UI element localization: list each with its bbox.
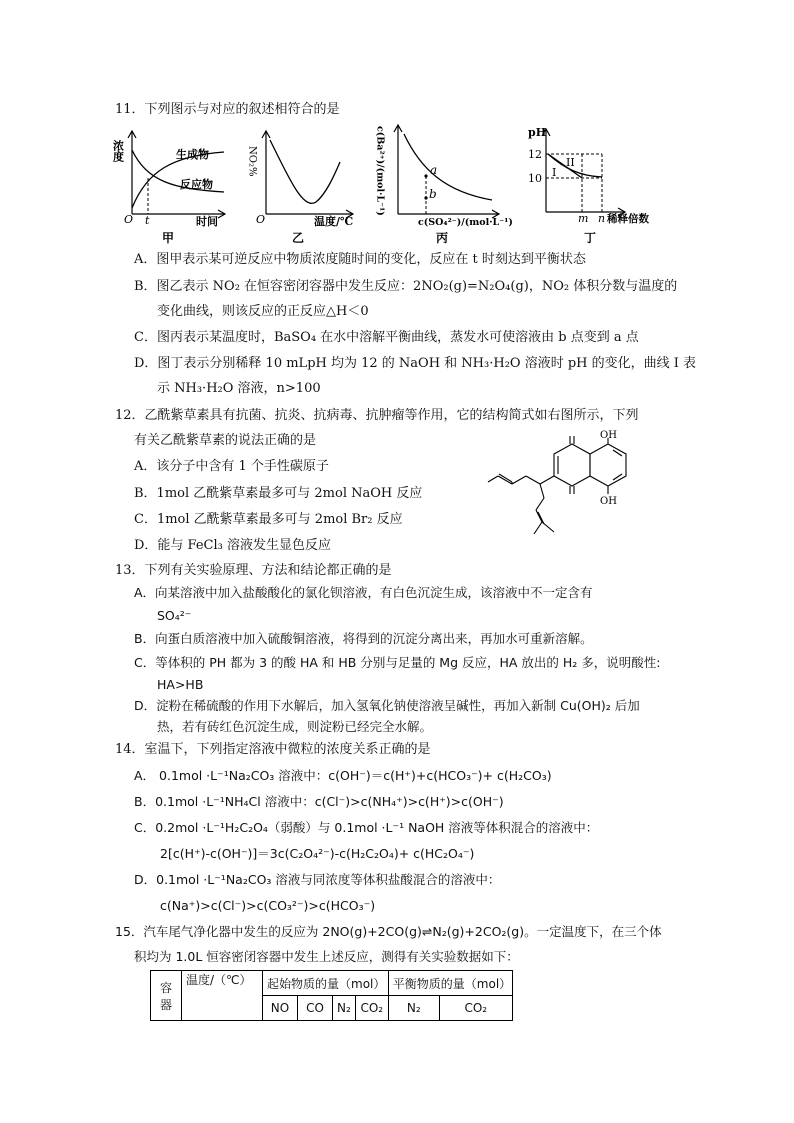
q14-stem: 14．室温下，下列指定溶液中微粒的浓度关系正确的是 (115, 742, 431, 757)
q14-option-b: B．0.1mol ·L⁻¹NH₄Cl 溶液中：c(Cl⁻)>c(NH₄⁺)>c(H⁺)>c(OH⁻) (134, 794, 504, 809)
q15-data-table (150, 970, 513, 1021)
q11-option-c: C．图丙表示某温度时，BaSO₄ 在水中溶解平衡曲线，蒸发水可使溶液由 b 点变到 a 点 (134, 330, 639, 345)
axes (128, 131, 225, 218)
ding-y12: 12 (528, 148, 542, 161)
subheader-start-n2: N₂ (333, 996, 356, 1021)
q13-option-b: B．向蛋白质溶液中加入硫酸铜溶液，将得到的沉淀分离出来，再加水可重新溶解。 (134, 631, 593, 646)
q11-option-b-cont: 变化曲线，则该反应的正反应△H＜0 (157, 304, 369, 319)
q14-option-d: D．0.1mol ·L⁻¹Na₂CO₃ 溶液与同浓度等体积盐酸混合的溶液中： (134, 872, 501, 887)
subheader-start-co2: CO₂ (355, 996, 388, 1021)
header-container: 容器 (151, 971, 182, 1021)
ding-xlabel: 稀释倍数 (607, 213, 649, 225)
yi-caption: 乙 (292, 231, 305, 245)
q12-option-c: C．1mol 乙酰紫草素最多可与 2mol Br₂ 反应 (134, 512, 403, 527)
ding-xn: n (598, 212, 606, 225)
q11-option-d-cont: 示 NH₃·H₂O 溶液，n>100 (157, 381, 321, 396)
jia-ylabel: 浓度 (111, 140, 125, 162)
bing-point-b: b (429, 187, 437, 201)
yi-xlabel: 温度/℃ (314, 215, 354, 228)
figure-jia (112, 126, 232, 246)
subheader-start-no: NO (263, 996, 298, 1021)
q13-stem: 13．下列有关实验原理、方法和结论都正确的是 (115, 563, 392, 578)
q13-option-c: C．等体积的 PH 都为 3 的酸 HA 和 HB 分别与足量的 Mg 反应，HA 放出的 H₂ 多，说明酸性: (134, 655, 661, 670)
jia-origin: O (124, 213, 134, 226)
subheader-start-co: CO (298, 996, 333, 1021)
ding-caption: 丁 (584, 231, 597, 245)
header-eq-amount: 平衡物质的量（mol） (388, 971, 512, 996)
figure-yi (248, 126, 358, 246)
q12-option-b: B．1mol 乙酰紫草素最多可与 2mol NaOH 反应 (134, 486, 423, 501)
q12-option-a: A．该分子中含有 1 个手性碳原子 (134, 459, 329, 474)
q12-stem-2: 有关乙酰紫草素的说法正确的是 (134, 433, 317, 448)
subheader-eq-n2: N₂ (388, 996, 439, 1021)
header-temperature: 温度/（℃） (182, 971, 263, 1021)
q13-option-c-cont: HA>HB (157, 677, 204, 692)
jia-product-label: 生成物 (176, 148, 209, 161)
ding-y10: 10 (528, 172, 542, 185)
figure-bing (374, 120, 513, 246)
jia-reactant-label: 反应物 (180, 178, 213, 191)
ding-xm: m (578, 212, 589, 225)
bing-point-a: a (430, 163, 438, 177)
q12-stem-1: 12．乙酰紫草素具有抗菌、抗炎、抗病毒、抗肿瘤等作用，它的结构简式如右图所示，下列 (115, 408, 639, 423)
bing-ylabel: c(Ba²⁺)/(mol·L⁻¹) (374, 126, 386, 216)
bing-caption: 丙 (436, 231, 449, 245)
ding-ylabel: pH (528, 126, 547, 139)
solubility-curve (404, 134, 492, 200)
q11-stem: 11．下列图示与对应的叙述相符合的是 (115, 102, 340, 117)
bing-xlabel: c(SO₄²⁻)/(mol·L⁻¹) (418, 217, 513, 228)
q15-stem-2: 积均为 1.0L 恒容密闭容器中发生上述反应，测得有关实验数据如下： (134, 949, 519, 964)
ding-curve1-label: I (552, 166, 557, 179)
header-start-amount: 起始物质的量（mol） (263, 971, 389, 996)
no2-curve (270, 140, 340, 203)
q14-option-c-eq: 2[c(H⁺)-c(OH⁻)]＝3c(C₂O₄²⁻)-c(H₂C₂O₄)+ c(HC₂O₄⁻) (160, 846, 475, 861)
q14-option-d-eq: c(Na⁺)>c(Cl⁻)>c(CO₃²⁻)>c(HCO₃⁻) (160, 898, 376, 913)
yi-origin: O (256, 213, 266, 226)
q13-option-a: A．向某溶液中加入盐酸酸化的氯化钡溶液，有白色沉淀生成，该溶液中不一定含有 (134, 585, 593, 600)
q14-option-c: C．0.2mol ·L⁻¹H₂C₂O₄（弱酸）与 0.1mol ·L⁻¹ NaOH 溶液等体积混合的溶液中： (134, 820, 599, 835)
figure-ding (520, 124, 660, 246)
jia-caption: 甲 (162, 231, 175, 245)
ding-curve2-label: II (566, 156, 575, 169)
q11-option-b: B．图乙表示 NO₂ 在恒容密闭容器中发生反应：2NO₂(g)=N₂O₄(g)，NO₂ 体积分数与温度的 (134, 279, 678, 294)
q15-stem-1: 15．汽车尾气净化器中发生的反应为 2NO(g)+2CO(g)⇌N₂(g)+2CO₂(g)。一定温度下，在三个体 (115, 924, 662, 939)
q13-option-d-cont: 热，若有砖红色沉淀生成，则淀粉已经完全水解。 (157, 719, 433, 734)
q13-option-a-cont: SO₄²⁻ (157, 608, 192, 623)
acetylshikonin-structure (486, 430, 646, 542)
jia-tick: t (145, 214, 150, 227)
q11-option-a: A．图甲表示某可逆反应中物质浓度随时间的变化，反应在 t 时刻达到平衡状态 (134, 252, 586, 267)
yi-ylabel: NO₂% (246, 146, 258, 177)
q13-option-d: D．淀粉在稀硫酸的作用下水解后，加入氢氧化钠使溶液呈碱性，再加入新制 Cu(OH)₂ 后加 (134, 698, 640, 713)
oh-top-label: OH (600, 430, 617, 441)
q11-option-d: D．图丁表示分别稀释 10 mLpH 均为 12 的 NaOH 和 NH₃·H₂O 溶液时 pH 的变化，曲线 I 表 (134, 356, 697, 371)
jia-xlabel: 时间 (196, 215, 218, 228)
oh-bottom-label: OH (600, 496, 617, 507)
q14-option-a: A． 0.1mol ·L⁻¹Na₂CO₃ 溶液中：c(OH⁻)＝c(H⁺)+c(HCO₃⁻)+ c(H₂CO₃) (134, 768, 552, 783)
subheader-eq-co2: CO₂ (439, 996, 512, 1021)
q12-option-d: D．能与 FeCl₃ 溶液发生显色反应 (134, 538, 332, 553)
